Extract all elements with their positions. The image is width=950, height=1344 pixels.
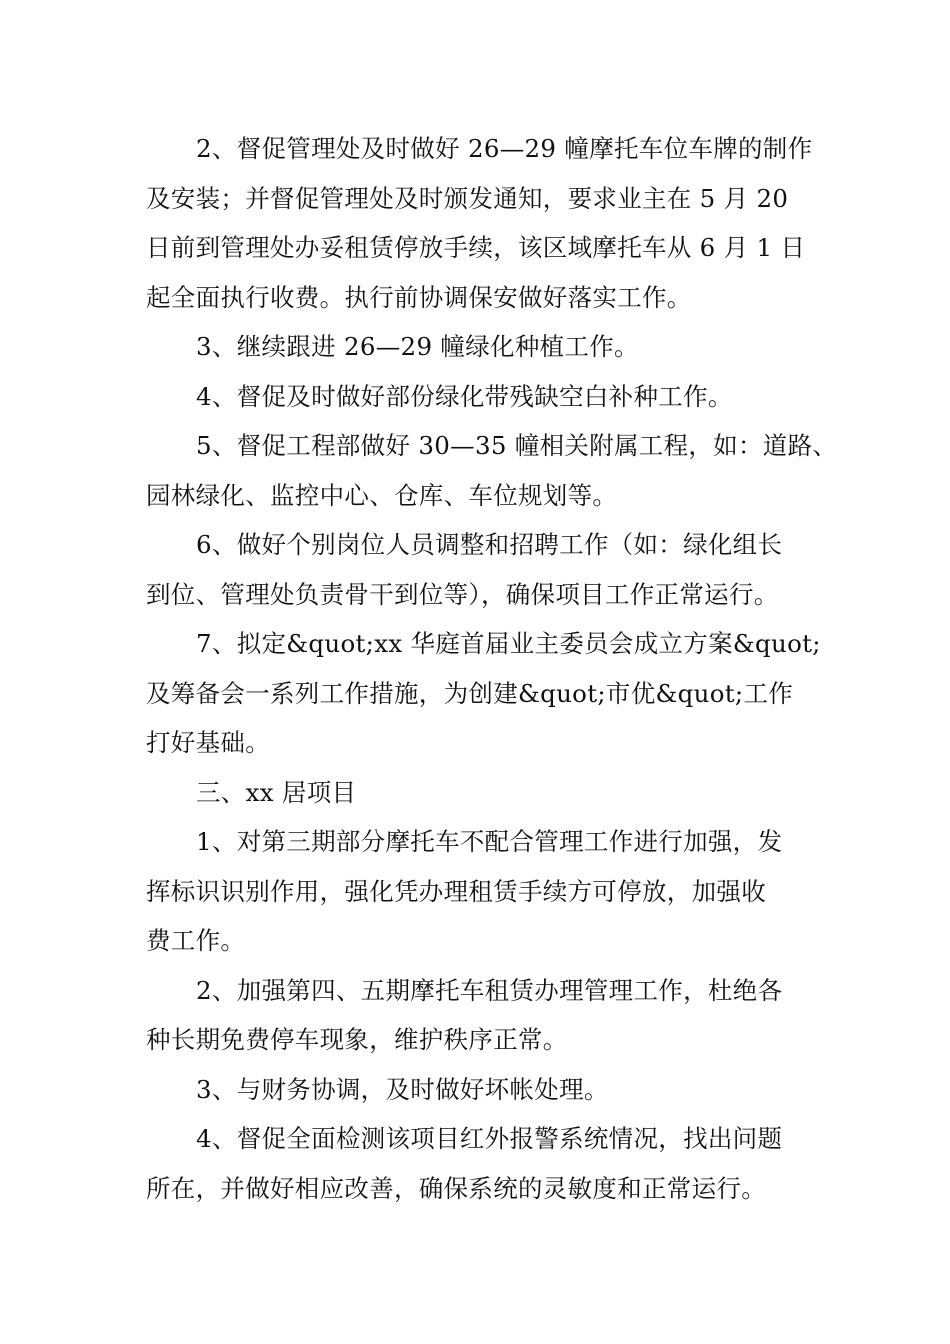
paragraph-line: 2、加强第四、五期摩托车租赁办理管理工作，杜绝各 [196, 975, 783, 1005]
paragraph-line: 种长期免费停车现象，维护秩序正常。 [146, 1025, 568, 1054]
paragraph-line: 及筹备会一系列工作措施，为创建&quot;市优&quot;工作 [146, 678, 794, 708]
paragraph-line: 日前到管理处办妥租赁停放手续，该区域摩托车从 6 月 1 日 [146, 233, 806, 262]
paragraph-line: 所在，并做好相应改善，确保系统的灵敏度和正常运行。 [146, 1173, 766, 1203]
paragraph-line: 园林绿化、监控中心、仓库、车位规划等。 [146, 480, 618, 510]
paragraph-line: 费工作。 [146, 926, 246, 955]
paragraph-line: 6、做好个别岗位人员调整和招聘工作（如：绿化组长 [196, 530, 783, 559]
paragraph-line: 挥标识识别作用，强化凭办理租赁手续方可停放，加强收 [146, 876, 766, 906]
paragraph-line: 1、对第三期部分摩托车不配合管理工作进行加强，发 [196, 827, 783, 856]
paragraph-line: 5、督促工程部做好 30—35 幢相关附属工程，如：道路、 [196, 431, 838, 460]
paragraph-line: 2、督促管理处及时做好 26—29 幢摩托车位车牌的制作 [196, 134, 813, 163]
section-heading: 三、xx 居项目 [196, 777, 357, 807]
paragraph-line: 7、拟定&quot;xx 华庭首届业主委员会成立方案&quot; [196, 629, 821, 658]
paragraph-line: 3、继续跟进 26—29 幢绿化种植工作。 [196, 332, 639, 361]
paragraph-line: 4、督促及时做好部份绿化带残缺空白补种工作。 [196, 381, 733, 411]
paragraph-line: 到位、管理处负责骨干到位等），确保项目工作正常运行。 [146, 579, 779, 609]
paragraph-line: 4、督促全面检测该项目红外报警系统情况，找出问题 [196, 1124, 783, 1153]
paragraph-line: 起全面执行收费。执行前协调保安做好落实工作。 [146, 282, 692, 312]
paragraph-line: 打好基础。 [146, 728, 270, 757]
paragraph-line: 及安装；并督促管理处及时颁发通知，要求业主在 5 月 20 [146, 183, 789, 213]
document-body [146, 124, 836, 1213]
paragraph-line: 3、与财务协调，及时做好坏帐处理。 [196, 1074, 609, 1104]
